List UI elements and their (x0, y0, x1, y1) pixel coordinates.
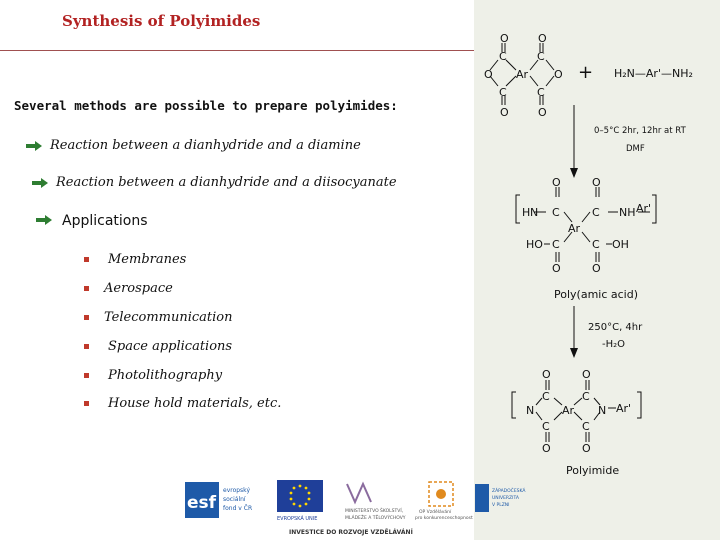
scheme-atom: Ar (516, 68, 529, 81)
step2-conditions: 250°C, 4hr (588, 322, 643, 333)
scheme-atom: N (526, 404, 535, 417)
scheme-atom: NH (619, 206, 636, 219)
esf-logo (185, 482, 252, 518)
scheme-atom: O (542, 368, 551, 381)
square-bullet-icon (84, 373, 89, 378)
product-label: Polyimide (566, 464, 620, 477)
msmt-logo (345, 484, 406, 521)
scheme-atom: H (522, 206, 531, 219)
scheme-atom: Ar (568, 222, 581, 235)
op-logo (415, 482, 473, 521)
msmt-line: MLÁDEŽE A TĚLOVÝCHOVY (345, 516, 406, 521)
scheme-atom: O (542, 442, 551, 455)
scheme-atom: O (592, 176, 601, 189)
arrow-bullet-icon (26, 141, 42, 151)
title-divider (0, 50, 474, 51)
diamine-formula: H₂N—Ar'—NH₂ (614, 67, 693, 80)
op-line: OP Vzdělávání (419, 510, 452, 515)
methods-heading: Several methods are possible to prepare polyimides: (14, 98, 398, 113)
square-bullet-icon (84, 401, 89, 406)
arrow-bullet-icon (32, 178, 48, 188)
scheme-atom: O (500, 32, 509, 45)
esf-mark: esf (187, 493, 217, 513)
scheme-atom: C (542, 390, 550, 403)
scheme-atom: Ar (562, 404, 575, 417)
scheme-atom: O (554, 68, 563, 81)
reaction-scheme (474, 0, 720, 480)
zcu-line: V PLZNI (492, 503, 510, 508)
scheme-atom: N (530, 206, 539, 219)
scheme-atom: O (538, 106, 547, 119)
step1-conditions: 0–5°C 2hr, 12hr at RT (594, 126, 686, 136)
square-bullet-icon (84, 286, 89, 291)
step2-byproduct: -H₂O (602, 339, 626, 350)
scheme-atom: C (537, 86, 545, 99)
eu-label: EVROPSKÁ UNIE (277, 516, 318, 522)
footer-slogan: INVESTICE DO ROZVOJE VZDĚLÁVÁNÍ (289, 529, 413, 536)
scheme-atom: O (552, 262, 561, 275)
scheme-atom: C (499, 86, 507, 99)
esf-line: fond v ČR (223, 505, 253, 512)
esf-line: evropský (223, 487, 250, 494)
scheme-atom: C (592, 238, 600, 251)
plus-sign: + (578, 62, 594, 83)
square-bullet-icon (84, 257, 89, 262)
scheme-atom: O (592, 262, 601, 275)
scheme-atom: O (582, 368, 591, 381)
scheme-atom: C (592, 206, 600, 219)
scheme-bonds (490, 43, 656, 442)
intermediate-label: Poly(amic acid) (554, 288, 639, 301)
method-item-2: Reaction between a dianhydride and a diisocyanate (56, 175, 397, 190)
scheme-atom: C (537, 50, 545, 63)
scheme-atom: O (582, 442, 591, 455)
application-item: House hold materials, etc. (108, 396, 282, 411)
esf-line: sociální (223, 496, 246, 503)
step1-solvent: DMF (626, 144, 645, 154)
scheme-atom: O (538, 32, 547, 45)
application-item: Telecommunication (104, 310, 233, 325)
application-item: Membranes (108, 252, 187, 267)
funding-logos (185, 478, 526, 540)
scheme-atom: C (552, 238, 560, 251)
zcu-line: ZÁPADOČESKÁ (492, 489, 526, 494)
msmt-line: MINISTERSTVO ŠKOLSTVÍ, (345, 509, 404, 514)
application-item: Photolithography (108, 368, 223, 383)
scheme-atom: C (552, 206, 560, 219)
applications-heading: Applications (62, 213, 148, 229)
square-bullet-icon (84, 344, 89, 349)
method-item-1: Reaction between a dianhydride and a diamine (50, 138, 361, 153)
application-item: Space applications (108, 339, 233, 354)
op-line: pro konkurenceschopnost (415, 516, 473, 521)
application-item: Aerospace (104, 281, 173, 296)
scheme-atom: C (582, 390, 590, 403)
scheme-atom: Ar' (616, 402, 632, 415)
scheme-atom: C (582, 420, 590, 433)
scheme-atom: N (598, 404, 607, 417)
scheme-atom: O (552, 176, 561, 189)
scheme-atom: O (500, 106, 509, 119)
slide-title: Synthesis of Polyimides (62, 12, 261, 30)
scheme-atom: O (484, 68, 493, 81)
scheme-atom: OH (612, 238, 629, 251)
eu-logo (277, 480, 323, 522)
square-bullet-icon (84, 315, 89, 320)
scheme-atom: C (499, 50, 507, 63)
scheme-atom: Ar' (636, 202, 652, 215)
arrow-bullet-icon (36, 215, 52, 225)
scheme-atom: HO (526, 238, 543, 251)
zcu-line: UNIVERZITA (492, 496, 519, 501)
scheme-atom: C (542, 420, 550, 433)
